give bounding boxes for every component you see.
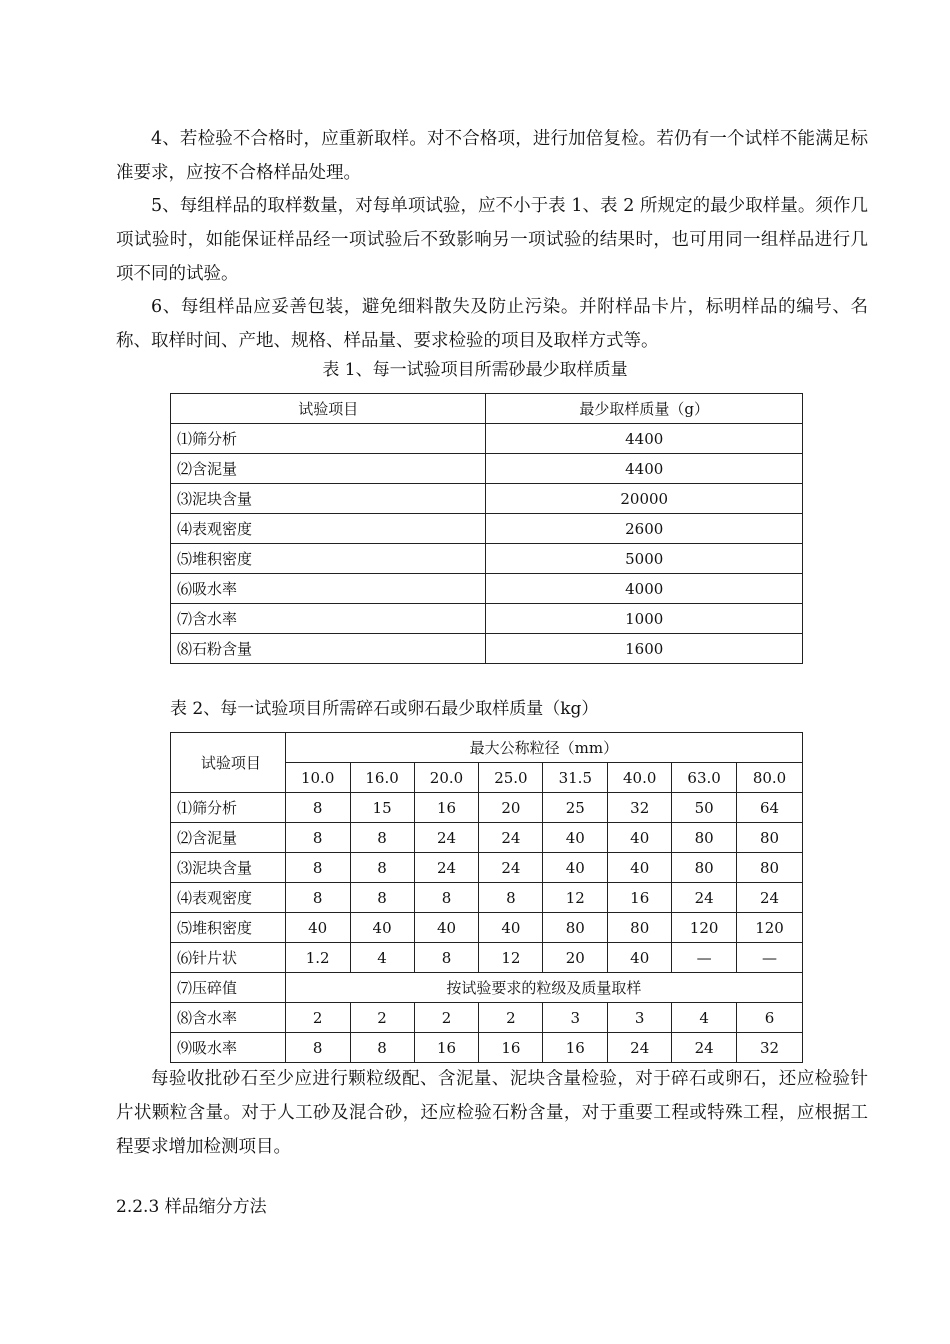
table2-value-cell: 16 — [608, 883, 672, 913]
table2-item-cell: ⑺压碎值 — [171, 973, 286, 1003]
table2-value-cell: 40 — [350, 913, 414, 943]
table2-value-cell: 64 — [737, 793, 803, 823]
table1-item-cell: ⑺含水率 — [171, 604, 486, 634]
table2-value-cell: 40 — [479, 913, 543, 943]
table2-value-cell: 2 — [350, 1003, 414, 1033]
table2-value-cell: 40 — [543, 853, 608, 883]
table1-mass-cell: 1600 — [486, 634, 803, 664]
table2-value-cell: 80 — [672, 853, 737, 883]
table2-header-item: 试验项目 — [171, 733, 286, 793]
table1-mass-cell: 2600 — [486, 514, 803, 544]
table2-value-cell: 80 — [543, 913, 608, 943]
table2-row — [171, 793, 803, 823]
table2-caption: 表 2、每一试验项目所需碎石或卵石最少取样质量（kg） — [170, 699, 599, 719]
table1-mass-cell: 4400 — [486, 454, 803, 484]
table2-header-size-group: 最大公称粒径（mm） — [285, 733, 802, 763]
table2-value-cell: 8 — [285, 853, 350, 883]
table2-row — [171, 823, 803, 853]
table2-value-cell: 40 — [414, 913, 479, 943]
table2-value-cell: — — [672, 943, 737, 973]
table2-value-cell: 120 — [672, 913, 737, 943]
table2-value-cell: 20 — [543, 943, 608, 973]
section-heading: 2.2.3 样品缩分方法 — [116, 1197, 267, 1217]
table2-value-cell: 50 — [672, 793, 737, 823]
table2-value-cell: 40 — [285, 913, 350, 943]
table2-value-cell: 8 — [350, 883, 414, 913]
table2-value-cell: 8 — [350, 823, 414, 853]
table1-mass-cell: 4000 — [486, 574, 803, 604]
table2-item-cell: ⑻含水率 — [171, 1003, 286, 1033]
table2-value-cell: 8 — [350, 853, 414, 883]
table2-value-cell: 80 — [672, 823, 737, 853]
table1-row — [171, 484, 803, 514]
table2-size-header: 20.0 — [414, 763, 479, 793]
table1-row — [171, 454, 803, 484]
table2 — [170, 732, 803, 1063]
table2-size-header: 10.0 — [285, 763, 350, 793]
table2-value-cell: 8 — [285, 883, 350, 913]
table2-value-cell: 120 — [737, 913, 803, 943]
table2-value-cell: 25 — [543, 793, 608, 823]
table2-row — [171, 883, 803, 913]
table2-item-cell: ⑴筛分析 — [171, 793, 286, 823]
table2-value-cell: 40 — [608, 853, 672, 883]
table2-value-cell: 20 — [479, 793, 543, 823]
table2-item-cell: ⑷表观密度 — [171, 883, 286, 913]
table1-item-cell: ⑷表观密度 — [171, 514, 486, 544]
table1-header-row — [171, 394, 803, 424]
table1-mass-cell: 5000 — [486, 544, 803, 574]
table2-size-header: 25.0 — [479, 763, 543, 793]
table1-mass-cell: 1000 — [486, 604, 803, 634]
table1-header-mass: 最少取样质量（g） — [486, 394, 803, 424]
table2-value-cell: 40 — [608, 823, 672, 853]
table2-value-cell: 15 — [350, 793, 414, 823]
paragraph-5: 5、每组样品的取样数量，对每单项试验，应不小于表 1、表 2 所规定的最少取样量。须作几项试验时，如能保证样品经一项试验后不致影响另一项试验的结果时，也可用同一组样品进行几项不同的试验。 — [116, 196, 868, 284]
table2-value-cell: 2 — [285, 1003, 350, 1033]
table2-size-header: 16.0 — [350, 763, 414, 793]
table2-value-cell: 32 — [737, 1033, 803, 1063]
table2-size-header: 31.5 — [543, 763, 608, 793]
table1-item-cell: ⑹吸水率 — [171, 574, 486, 604]
table2-row — [171, 1003, 803, 1033]
table2-row — [171, 1033, 803, 1063]
table2-value-cell: 80 — [737, 853, 803, 883]
table2-value-cell: 2 — [479, 1003, 543, 1033]
table2-value-cell: 4 — [350, 943, 414, 973]
summary-paragraph: 每验收批砂石至少应进行颗粒级配、含泥量、泥块含量检验，对于碎石或卵石，还应检验针片状颗粒含量。对于人工砂及混合砂，还应检验石粉含量，对于重要工程或特殊工程，应根据工程要求增加检测项目。 — [116, 1069, 868, 1157]
table2-row — [171, 973, 803, 1003]
table2-item-cell: ⑸堆积密度 — [171, 913, 286, 943]
table1-caption: 表 1、每一试验项目所需砂最少取样质量 — [322, 360, 628, 380]
table2-value-cell: 8 — [285, 793, 350, 823]
table2-value-cell: 24 — [479, 823, 543, 853]
table2-row — [171, 913, 803, 943]
table2-size-header: 80.0 — [737, 763, 803, 793]
table1 — [170, 393, 803, 664]
table2-value-cell: 40 — [608, 943, 672, 973]
table2-value-cell: — — [737, 943, 803, 973]
table2-header-row — [171, 733, 803, 763]
table2-value-cell: 1.2 — [285, 943, 350, 973]
table2-value-cell: 24 — [672, 1033, 737, 1063]
table2-value-cell: 16 — [543, 1033, 608, 1063]
table2-value-cell: 80 — [608, 913, 672, 943]
table2-row — [171, 853, 803, 883]
table2-value-cell: 6 — [737, 1003, 803, 1033]
table1-item-cell: ⑻石粉含量 — [171, 634, 486, 664]
table2-size-header: 40.0 — [608, 763, 672, 793]
table2-value-cell: 16 — [414, 1033, 479, 1063]
table2-item-cell: ⑹针片状 — [171, 943, 286, 973]
table2-value-cell: 24 — [672, 883, 737, 913]
table2-row — [171, 943, 803, 973]
table1-row — [171, 544, 803, 574]
table2-value-cell: 8 — [414, 883, 479, 913]
table1-row — [171, 424, 803, 454]
table2-value-cell: 8 — [285, 1033, 350, 1063]
table1-row — [171, 604, 803, 634]
table1-row — [171, 514, 803, 544]
table1-row — [171, 634, 803, 664]
table2-value-cell: 24 — [608, 1033, 672, 1063]
table2-value-cell: 24 — [737, 883, 803, 913]
table1-item-cell: ⑸堆积密度 — [171, 544, 486, 574]
table2-size-header: 63.0 — [672, 763, 737, 793]
table2-item-cell: ⑵含泥量 — [171, 823, 286, 853]
paragraph-6: 6、每组样品应妥善包装，避免细料散失及防止污染。并附样品卡片，标明样品的编号、名称、取样时间、产地、规格、样品量、要求检验的项目及取样方式等。 — [116, 297, 868, 351]
table2-value-cell: 24 — [414, 823, 479, 853]
table2-value-cell: 4 — [672, 1003, 737, 1033]
table2-value-cell: 3 — [608, 1003, 672, 1033]
table1-mass-cell: 20000 — [486, 484, 803, 514]
table2-value-cell: 2 — [414, 1003, 479, 1033]
table2-value-cell: 12 — [543, 883, 608, 913]
table2-value-cell: 8 — [285, 823, 350, 853]
table1-item-cell: ⑴筛分析 — [171, 424, 486, 454]
table2-value-cell: 8 — [479, 883, 543, 913]
table1-mass-cell: 4400 — [486, 424, 803, 454]
table2-value-cell: 24 — [414, 853, 479, 883]
table2-value-cell: 24 — [479, 853, 543, 883]
table2-value-cell: 8 — [350, 1033, 414, 1063]
table2-value-cell: 8 — [414, 943, 479, 973]
table1-item-cell: ⑶泥块含量 — [171, 484, 486, 514]
paragraph-4: 4、若检验不合格时，应重新取样。对不合格项，进行加倍复检。若仍有一个试样不能满足标准要求，应按不合格样品处理。 — [116, 129, 868, 183]
table2-value-cell: 40 — [543, 823, 608, 853]
table2-value-cell: 80 — [737, 823, 803, 853]
table2-merged-cell: 按试验要求的粒级及质量取样 — [285, 973, 802, 1003]
table2-item-cell: ⑶泥块含量 — [171, 853, 286, 883]
table2-value-cell: 12 — [479, 943, 543, 973]
table1-item-cell: ⑵含泥量 — [171, 454, 486, 484]
table1-row — [171, 574, 803, 604]
table2-value-cell: 32 — [608, 793, 672, 823]
table1-header-item: 试验项目 — [171, 394, 486, 424]
table2-value-cell: 3 — [543, 1003, 608, 1033]
table2-item-cell: ⑼吸水率 — [171, 1033, 286, 1063]
table2-value-cell: 16 — [414, 793, 479, 823]
table2-value-cell: 16 — [479, 1033, 543, 1063]
